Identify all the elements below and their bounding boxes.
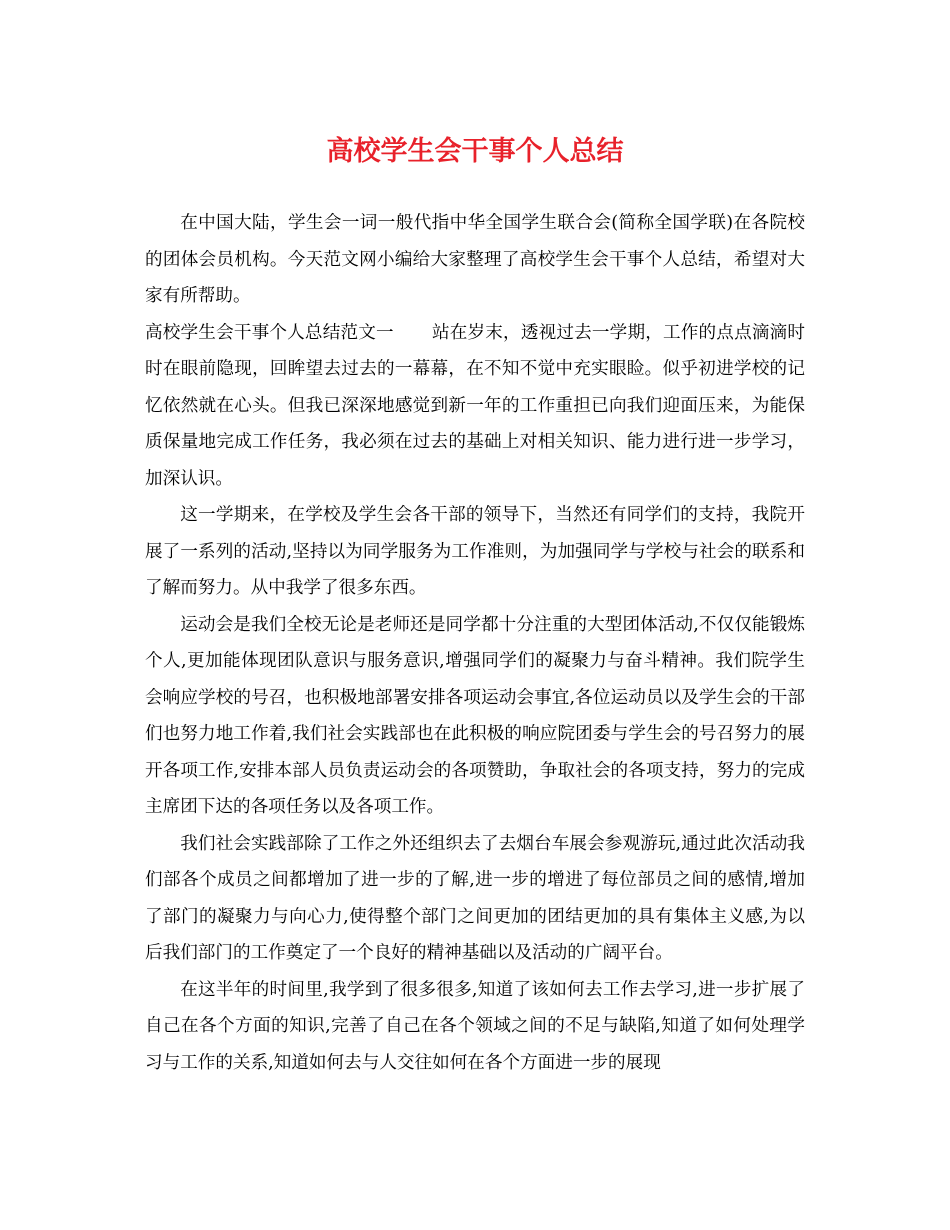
body-paragraph-4: 在这半年的时间里,我学到了很多很多,知道了该如何去工作去学习,进一步扩展了自己在各个方面的知识,完善了自己在各个领域之间的不足与缺陷,知道了如何处理学习与工作的关系,知道如何去与人交往如何在各个方面进一步的展现: [145, 979, 805, 1073]
document-body: [145, 205, 805, 1081]
document-title: 高校学生会干事个人总结: [326, 136, 624, 167]
section-first-text: 站在岁末，透视过去一学期，工作的点点滴滴时时在眼前隐现，回眸望去过去的一幕幕，在不知不觉中充实眼睑。似乎初进学校的记忆依然就在心头。但我已深深地感觉到新一年的工作重担已向我们迎面压来，为能保质保量地完成工作任务，我必须在过去的基础上对相关知识、能力进行进一步学习，加深认识。: [145, 322, 805, 489]
section-paragraph: [145, 315, 805, 498]
body-paragraph-1: 这一学期来，在学校及学生会各干部的领导下，当然还有同学们的支持，我院开展了一系列的活动,坚持以为同学服务为工作准则，为加强同学与学校与社会的联系和了解而努力。从中我学了很多东西。: [145, 505, 805, 598]
intro-paragraph: 在中国大陆，学生会一词一般代指中华全国学生联合会(简称全国学联)在各院校的团体会员机构。今天范文网小编给大家整理了高校学生会干事个人总结，希望对大家有所帮助。: [145, 213, 805, 306]
body-paragraph-2: 运动会是我们全校无论是老师还是同学都十分注重的大型团体活动,不仅仅能锻炼个人,更加能体现团队意识与服务意识,增强同学们的凝聚力与奋斗精神。我们院学生会响应学校的号召，也积极地部署安排各项运动会事宜,各位运动员以及学生会的干部们也努力地工作着,我们社会实践部也在此积极的响应院团委与学生会的号召努力的展开各项工作,安排本部人员负责运动会的各项赞助，争取社会的各项支持，努力的完成主席团下达的各项任务以及各项工作。: [145, 614, 805, 817]
body-paragraph-3: 我们社会实践部除了工作之外还组织去了去烟台车展会参观游玩,通过此次活动我们部各个成员之间都增加了进一步的了解,进一步的增进了每位部员之间的感情,增加了部门的凝聚力与向心力,使得整个部门之间更加的团结更加的具有集体主义感,为以后我们部门的工作奠定了一个良好的精神基础以及活动的广阔平台。: [145, 833, 805, 963]
section-heading: 高校学生会干事个人总结范文一: [145, 322, 394, 343]
